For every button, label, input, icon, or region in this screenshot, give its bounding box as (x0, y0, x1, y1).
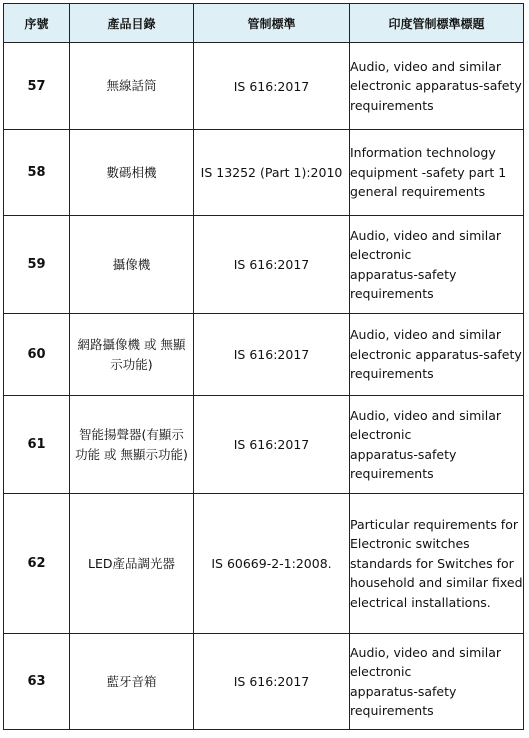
header-row (4, 4, 524, 43)
standard-code: IS 616:2017 (194, 43, 350, 130)
title-line: electronic (350, 664, 412, 679)
product-line: 數碼相機 (106, 164, 157, 180)
title-line: equipment -safety part 1 (350, 164, 507, 180)
standard-title (350, 130, 524, 216)
table-row (4, 43, 524, 130)
table-row (4, 494, 524, 634)
table-row (4, 130, 524, 216)
product-name (70, 494, 194, 634)
product-line: 智能揚聲器(有顯示 (79, 426, 184, 442)
title-line: apparatus-safety (350, 446, 457, 462)
product-name (70, 216, 194, 314)
standard-code: IS 616:2017 (194, 396, 350, 494)
table-row (4, 314, 524, 396)
header-india-title: 印度管制標準標題 (350, 4, 524, 43)
title-line: apparatus-safety (350, 683, 457, 699)
title-line: electronic apparatus-safety (350, 346, 522, 362)
title-line: Audio, video and similar (350, 644, 501, 660)
row-number: 58 (4, 130, 70, 216)
product-line: 無線話筒 (106, 78, 157, 93)
standard-title (350, 634, 524, 730)
title-line: household and similar fixed (350, 575, 523, 591)
table-row (4, 634, 524, 730)
product-name (70, 396, 194, 494)
title-line: Audio, video and similar (350, 327, 501, 343)
product-name (70, 43, 194, 130)
title-line: electronic apparatus-safety (350, 78, 522, 94)
row-number: 57 (4, 43, 70, 130)
row-number: 62 (4, 494, 70, 634)
title-line: electrical installations. (350, 594, 491, 610)
row-number: 63 (4, 634, 70, 730)
header-no: 序號 (4, 4, 70, 43)
title-line: requirements (350, 703, 434, 718)
product-name (70, 634, 194, 730)
standard-title (350, 494, 524, 634)
standard-title (350, 216, 524, 314)
standard-code: IS 616:2017 (194, 216, 350, 314)
row-number: 61 (4, 396, 70, 494)
table-row (4, 396, 524, 494)
title-line: requirements (350, 466, 434, 481)
standards-table (3, 3, 524, 730)
standard-title (350, 396, 524, 494)
product-line: 藍牙音箱 (106, 673, 157, 689)
standard-code: IS 60669-2-1:2008. (194, 494, 350, 634)
title-line: electronic (350, 247, 412, 262)
table-row (4, 216, 524, 314)
title-line: requirements (350, 97, 434, 113)
title-line: Audio, video and similar (350, 58, 501, 74)
title-line: Electronic switches (350, 536, 470, 552)
product-line: 網路攝像機 或 無顯 (77, 336, 186, 352)
title-line: electronic (350, 427, 412, 442)
standard-code: IS 13252 (Part 1):2010 (194, 130, 350, 216)
product-line: LED產品調光器 (88, 555, 175, 571)
product-name (70, 314, 194, 396)
row-number: 59 (4, 216, 70, 314)
standard-title (350, 43, 524, 130)
title-line: Audio, video and similar (350, 407, 501, 423)
standard-code: IS 616:2017 (194, 634, 350, 730)
title-line: general requirements (350, 184, 486, 200)
title-line: Information technology (350, 145, 496, 161)
header-standard: 管制標準 (194, 4, 350, 43)
title-line: Particular requirements for (350, 516, 518, 532)
title-line: requirements (350, 366, 434, 382)
row-number: 60 (4, 314, 70, 396)
header-product: 產品目錄 (70, 4, 194, 43)
title-line: apparatus-safety (350, 266, 457, 282)
product-line: 示功能) (110, 356, 153, 372)
standard-code: IS 616:2017 (194, 314, 350, 396)
standard-title (350, 314, 524, 396)
product-name (70, 130, 194, 216)
title-line: standards for Switches for (350, 555, 514, 571)
product-line: 功能 或 無顯示功能) (75, 446, 188, 462)
title-line: requirements (350, 286, 434, 301)
product-line: 攝像機 (112, 256, 151, 272)
title-line: Audio, video and similar (350, 227, 501, 243)
